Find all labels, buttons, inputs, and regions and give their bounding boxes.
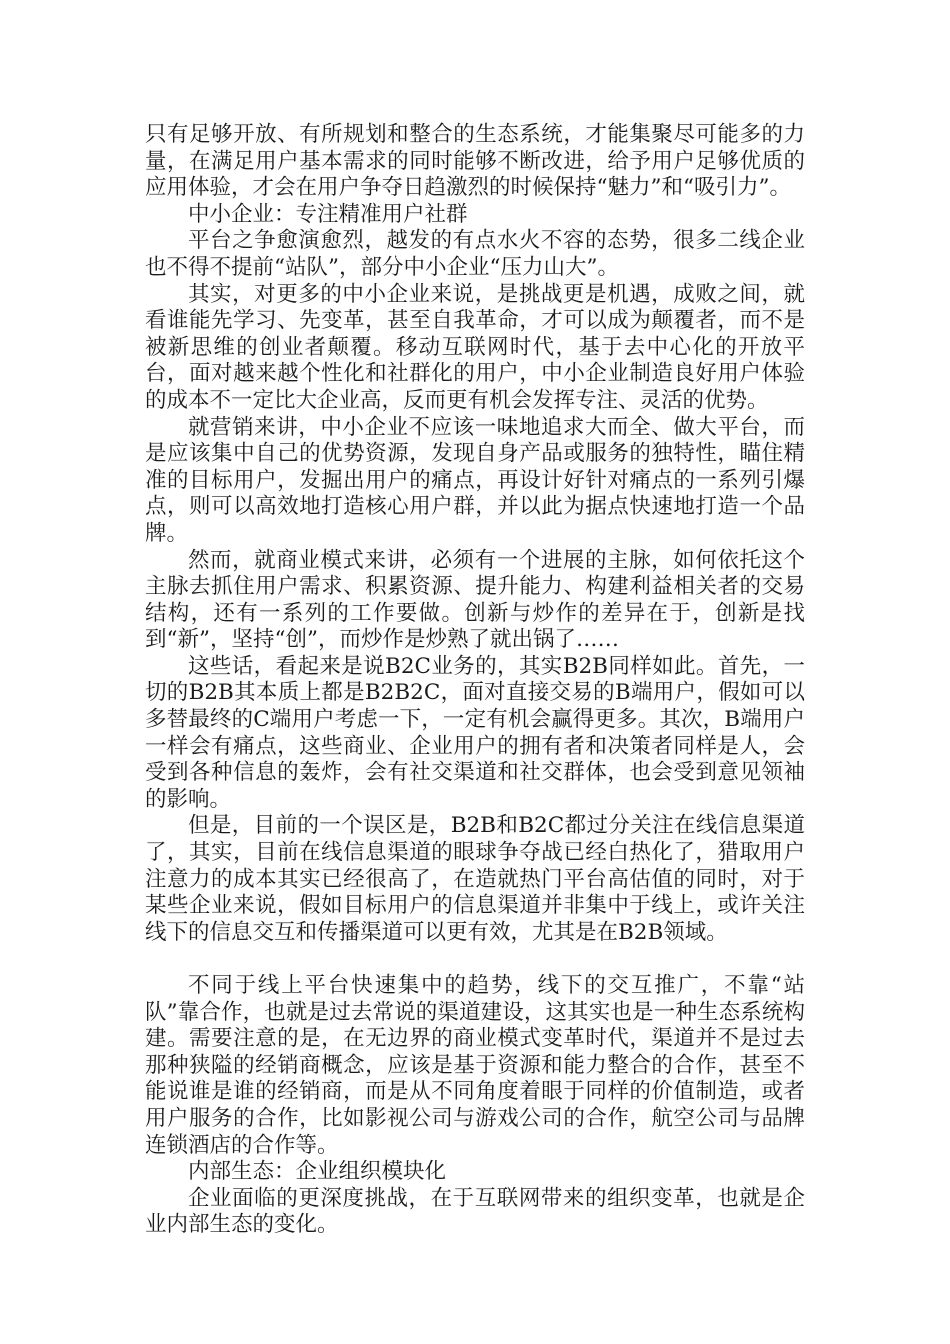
paragraph-b2b-b2c: 这些话，看起来是说B2C业务的，其实B2B同样如此。首先，一切的B2B其本质上都是B2B2C，面对直接交易的B端用户，假如可以多替最终的C端用户考虑一下，一定有机会赢得更多。其次，B端用户一样会有痛点，这些商业、企业用户的拥有者和决策者同样是人，会受到各种信息的轰炸，会有社交渠道和社交群体，也会受到意见领袖的影响。 <box>145 653 805 812</box>
paragraph-org-change: 企业面临的更深度挑战，在于互联网带来的组织变革，也就是企业内部生态的变化。 <box>145 1185 805 1238</box>
paragraph-spacer <box>145 946 805 973</box>
paragraph-offline-channels: 不同于线上平台快速集中的趋势，线下的交互推广，不靠“站队”靠合作，也就是过去常说的渠道建设，这其实也是一种生态系统构建。需要注意的是，在无边界的商业模式变革时代，渠道并不是过去那种狭隘的经销商概念，应该是基于资源和能力整合的合作，甚至不能说谁是谁的经销商，而是从不同角度着眼于同样的价值制造，或者用户服务的合作，比如影视公司与游戏公司的合作，航空公司与品牌连锁酒店的合作等。 <box>145 973 805 1158</box>
section-heading-smb: 中小企业：专注精准用户社群 <box>188 201 468 227</box>
paragraph-smb-opportunity: 其实，对更多的中小企业来说，是挑战更是机遇，成败之间，就看谁能先学习、先变革，甚至自我革命，才可以成为颠覆者，而不是被新思维的创业者颠覆。移动互联网时代，基于去中心化的开放平台，面对越来越个性化和社群化的用户，中小企业制造良好用户体验的成本不一定比大企业高，反而更有机会发挥专注、灵活的优势。 <box>145 281 805 413</box>
paragraph-marketing: 就营销来讲，中小企业不应该一味地追求大而全、做大平台，而是应该集中自己的优势资源，发现自身产品或服务的独特性，瞄住精准的目标用户，发掘出用户的痛点，再设计好针对痛点的一系列引爆点，则可以高效地打造核心用户群，并以此为据点快速地打造一个品牌。 <box>145 414 805 546</box>
section-heading-internal: 内部生态：企业组织模块化 <box>188 1159 447 1185</box>
paragraph-misconception: 但是，目前的一个误区是，B2B和B2C都过分关注在线信息渠道了，其实，目前在线信息渠道的眼球争夺战已经白热化了，猎取用户注意力的成本其实已经很高了，在造就热门平台高估值的同时，对于某些企业来说，假如目标用户的信息渠道并非集中于线上，或许关注线下的信息交互和传播渠道可以更有效，尤其是在B2B领域。 <box>145 813 805 945</box>
paragraph-business-model: 然而，就商业模式来讲，必须有一个进展的主脉，如何依托这个主脉去抓住用户需求、积累资源、提升能力、构建利益相关者的交易结构，还有一系列的工作要做。创新与炒作的差异在于，创新是找到“新”，坚持“创”，而炒作是炒熟了就出锅了…… <box>145 547 805 653</box>
paragraph-ecosystem-conclusion: 只有足够开放、有所规划和整合的生态系统，才能集聚尽可能多的力量，在满足用户基本需求的同时能够不断改进，给予用户足够优质的应用体验，才会在用户争夺日趋激烈的时候保持“魅力”和“吸引力”。 <box>145 122 805 201</box>
paragraph-platform-competition: 平台之争愈演愈烈，越发的有点水火不容的态势，很多二线企业也不得不提前“站队”，部分中小企业“压力山大”。 <box>145 228 805 280</box>
document-page <box>145 122 805 1239</box>
